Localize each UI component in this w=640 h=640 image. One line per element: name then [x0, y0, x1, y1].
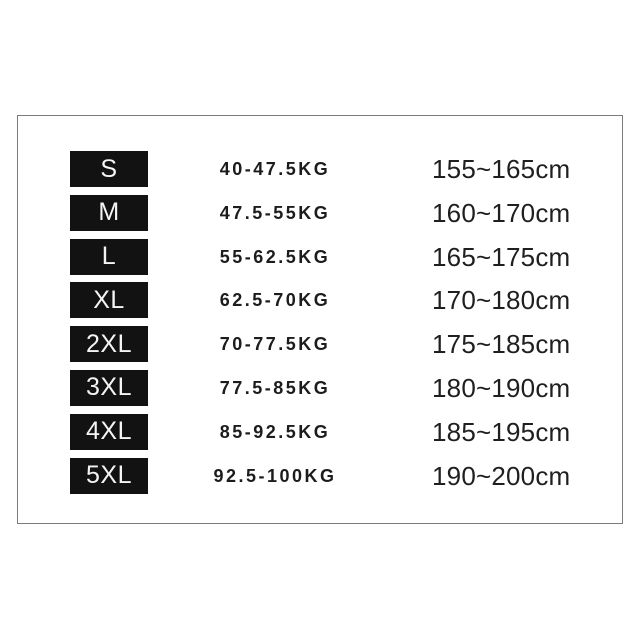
weight-range: 62.5-70KG: [219, 290, 331, 311]
size-row-5xl: [18, 458, 622, 494]
size-badge: 5XL: [70, 458, 148, 494]
size-row-l: [18, 239, 622, 275]
size-badge: L: [70, 239, 148, 275]
weight-range: 47.5-55KG: [219, 202, 331, 223]
height-range: 175~185cm: [432, 329, 571, 360]
size-row-3xl: [18, 370, 622, 406]
height-range: 160~170cm: [432, 197, 571, 228]
size-chart-frame: [17, 115, 623, 524]
height-range: 180~190cm: [432, 372, 571, 403]
size-badge: XL: [70, 282, 148, 318]
size-row-xl: [18, 282, 622, 318]
size-badge: 4XL: [70, 414, 148, 450]
size-row-m: [18, 195, 622, 231]
weight-range: 40-47.5KG: [219, 159, 331, 179]
size-badge: M: [70, 195, 148, 231]
size-badge: S: [70, 151, 148, 187]
weight-range: 70-77.5KG: [219, 334, 331, 355]
size-badge: 3XL: [70, 370, 148, 406]
height-range: 185~195cm: [432, 416, 571, 447]
weight-range: 55-62.5KG: [219, 246, 331, 267]
height-range: 165~175cm: [432, 241, 571, 272]
height-range: 190~200cm: [432, 460, 571, 491]
weight-range: 77.5-85KG: [219, 377, 331, 398]
height-range: 155~165cm: [432, 154, 571, 184]
size-row-2xl: [18, 326, 622, 362]
size-badge: 2XL: [70, 326, 148, 362]
weight-range: 85-92.5KG: [219, 421, 331, 442]
weight-range: 92.5-100KG: [213, 465, 337, 486]
size-row-4xl: [18, 414, 622, 450]
height-range: 170~180cm: [432, 285, 571, 316]
size-row-s: [18, 151, 622, 187]
